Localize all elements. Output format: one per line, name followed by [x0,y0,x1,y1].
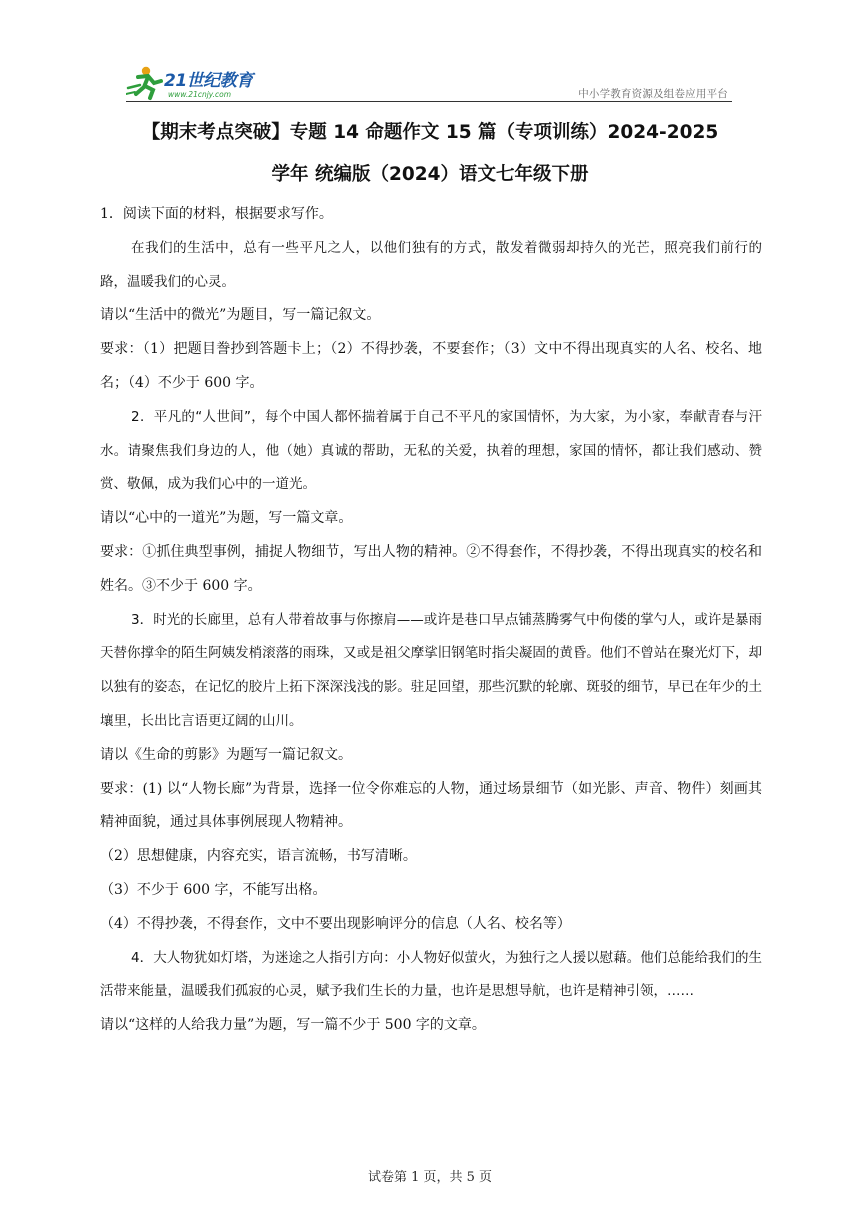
q4-material: 4．大人物犹如灯塔，为迷途之人指引方向：小人物好似萤火，为独行之人援以慰藉。他们总能给我们的生活带来能量，温暖我们孤寂的心灵，赋予我们生长的力量，也许是思想导航，也许是精神引领，…… [100,949,762,1000]
page-footer: 试卷第 1 页，共 5 页 [367,1170,493,1185]
q1-intro: 1．阅读下面的材料，根据要求写作。 [100,206,333,222]
document-title [100,112,760,196]
q2-requirements: 要求：①抓住典型事例，捕捉人物细节，写出人物的精神。②不得套作，不得抄袭，不得出现真实的校名和姓名。③不少于 600 字。 [100,543,762,594]
title-line-2: 学年 统编版（2024）语文七年级下册 [271,164,589,185]
q1-prompt: 请以“生活中的微光”为题目，写一篇记叙文。 [100,307,381,324]
title-line-1: 【期末考点突破】专题 14 命题作文 15 篇（专项训练）2024-2025 [141,122,719,143]
q3-requirement-4: （4）不得抄袭，不得套作，文中不要出现影响评分的信息（人名、校名等） [100,915,571,932]
q1-material: 在我们的生活中，总有一些平凡之人，以他们独有的方式，散发着微弱却持久的光芒，照亮我们前行的路，温暖我们的心灵。 [100,239,762,290]
q1-requirements: 要求：（1）把题目誊抄到答题卡上；（2）不得抄袭，不要套作；（3）文中不得出现真实的人名、校名、地名；（4）不少于 600 字。 [100,341,762,391]
site-logo [126,64,266,102]
q2-prompt: 请以“心中的一道光”为题，写一篇文章。 [100,510,353,527]
q2-material: 2．平凡的“人世间”，每个中国人都怀揣着属于自己不平凡的家国情怀，为大家，为小家，奉献青春与汗水。请聚焦我们身边的人，他（她）真诚的帮助，无私的关爱，执着的理想，家国的情怀，都让我们感动、赞赏、敬佩，成为我们心中的一道光。 [100,408,762,493]
header-divider [126,101,732,102]
document-body [100,198,762,1043]
header-tagline: 中小学教育资源及组卷应用平台 [578,88,728,100]
page-header [126,60,732,102]
q3-requirement-3: （3）不少于 600 字，不能写出格。 [100,881,327,898]
q3-requirement-1: 要求：(1) 以“人物长廊”为背景，选择一位令你难忘的人物，通过场景细节（如光影、声音、物件）刻画其精神面貌，通过具体事例展现人物精神。 [100,780,762,831]
q3-prompt: 请以《生命的剪影》为题写一篇记叙文。 [100,746,352,763]
q3-requirement-2: （2）思想健康，内容充实，语言流畅，书写清晰。 [100,848,417,865]
logo-url: www.21cnjy.com [168,90,232,99]
q4-prompt: 请以“这样的人给我力量”为题，写一篇不少于 500 字的文章。 [100,1017,486,1034]
q3-material: 3．时光的长廊里，总有人带着故事与你擦肩——或许是巷口早点铺蒸腾雾气中佝偻的掌勺人，或许是暴雨天替你撑伞的陌生阿姨发梢滚落的雨珠，又或是祖父摩挲旧钢笔时指尖凝固的黄昏。他们不曾站在聚光灯下，却以独有的姿态，在记忆的胶片上拓下深深浅浅的影。驻足回望，那些沉默的轮廓、斑驳的细节，早已在年少的土壤里，长出比言语更辽阔的山川。 [100,611,762,729]
logo-text: 21世纪教育 [164,71,253,91]
